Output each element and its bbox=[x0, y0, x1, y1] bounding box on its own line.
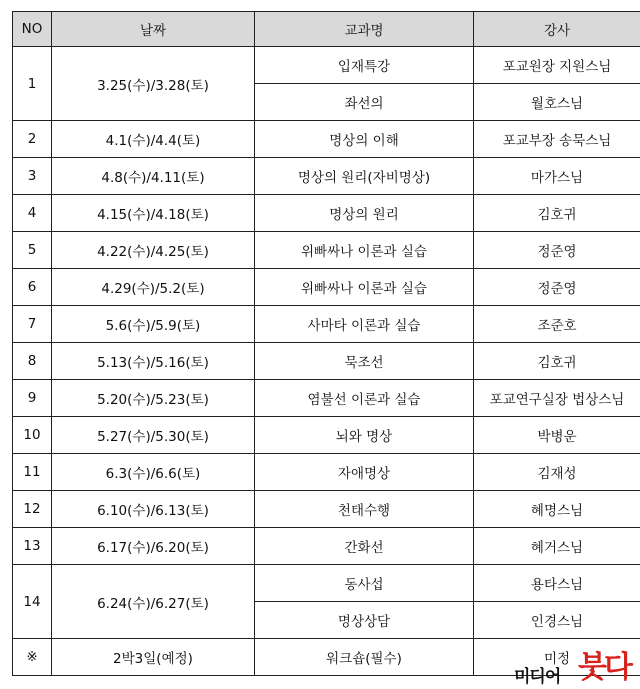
table-row bbox=[13, 417, 640, 454]
cell-course: 염불선 이론과 실습 bbox=[255, 380, 474, 417]
cell-teacher: 월호스님 bbox=[474, 84, 640, 121]
cell-teacher: 조준호 bbox=[474, 306, 640, 343]
watermark-text-part2: 붓다 bbox=[578, 650, 630, 685]
cell-teacher: 박병운 bbox=[474, 417, 640, 454]
cell-course: 좌선의 bbox=[255, 84, 474, 121]
cell-date: 6.3(수)/6.6(토) bbox=[52, 454, 255, 491]
cell-course: 입재특강 bbox=[255, 47, 474, 84]
cell-teacher: 정준영 bbox=[474, 232, 640, 269]
cell-date: 6.10(수)/6.13(토) bbox=[52, 491, 255, 528]
cell-teacher: 정준영 bbox=[474, 269, 640, 306]
cell-teacher: 김호귀 bbox=[474, 195, 640, 232]
cell-date: 5.27(수)/5.30(토) bbox=[52, 417, 255, 454]
table-row bbox=[13, 454, 640, 491]
cell-date: 3.25(수)/3.28(토) bbox=[52, 47, 255, 121]
cell-teacher: 포교연구실장 법상스님 bbox=[474, 380, 640, 417]
table-row bbox=[13, 306, 640, 343]
cell-course: 명상의 이해 bbox=[255, 121, 474, 158]
schedule-table bbox=[12, 11, 640, 676]
cell-no: 1 bbox=[13, 47, 52, 121]
header-row bbox=[13, 12, 640, 47]
table-row bbox=[13, 380, 640, 417]
cell-date: 4.29(수)/5.2(토) bbox=[52, 269, 255, 306]
cell-teacher: 김재성 bbox=[474, 454, 640, 491]
cell-teacher: 혜명스님 bbox=[474, 491, 640, 528]
cell-no: 10 bbox=[13, 417, 52, 454]
cell-no: ※ bbox=[13, 639, 52, 676]
cell-course: 위빠싸나 이론과 실습 bbox=[255, 232, 474, 269]
cell-course: 간화선 bbox=[255, 528, 474, 565]
cell-date: 5.20(수)/5.23(토) bbox=[52, 380, 255, 417]
table-row bbox=[13, 158, 640, 195]
table-row bbox=[13, 47, 640, 84]
cell-teacher: 인경스님 bbox=[474, 602, 640, 639]
table-row bbox=[13, 121, 640, 158]
cell-date: 4.1(수)/4.4(토) bbox=[52, 121, 255, 158]
cell-teacher: 포교원장 지원스님 bbox=[474, 47, 640, 84]
cell-teacher: 김호귀 bbox=[474, 343, 640, 380]
cell-no: 7 bbox=[13, 306, 52, 343]
cell-date: 4.22(수)/4.25(토) bbox=[52, 232, 255, 269]
cell-no: 2 bbox=[13, 121, 52, 158]
cell-date: 5.6(수)/5.9(토) bbox=[52, 306, 255, 343]
table-row bbox=[13, 195, 640, 232]
cell-teacher: 포교부장 송묵스님 bbox=[474, 121, 640, 158]
table-row bbox=[13, 232, 640, 269]
cell-no: 8 bbox=[13, 343, 52, 380]
cell-course: 명상의 원리 bbox=[255, 195, 474, 232]
cell-course: 묵조선 bbox=[255, 343, 474, 380]
cell-course: 자애명상 bbox=[255, 454, 474, 491]
table-row bbox=[13, 269, 640, 306]
cell-no: 9 bbox=[13, 380, 52, 417]
cell-course: 동사섭 bbox=[255, 565, 474, 602]
cell-course: 뇌와 명상 bbox=[255, 417, 474, 454]
cell-course: 명상상담 bbox=[255, 602, 474, 639]
cell-date: 2박3일(예정) bbox=[52, 639, 255, 676]
table-row bbox=[13, 491, 640, 528]
cell-no: 12 bbox=[13, 491, 52, 528]
cell-no: 11 bbox=[13, 454, 52, 491]
table-row bbox=[13, 343, 640, 380]
cell-no: 5 bbox=[13, 232, 52, 269]
header-date: 날짜 bbox=[52, 12, 255, 47]
table-row bbox=[13, 565, 640, 602]
header-no: NO bbox=[13, 12, 52, 47]
cell-no: 3 bbox=[13, 158, 52, 195]
cell-date: 5.13(수)/5.16(토) bbox=[52, 343, 255, 380]
cell-date: 4.15(수)/4.18(토) bbox=[52, 195, 255, 232]
cell-date: 6.17(수)/6.20(토) bbox=[52, 528, 255, 565]
header-course: 교과명 bbox=[255, 12, 474, 47]
media-buddha-watermark-logo bbox=[508, 644, 636, 686]
cell-teacher: 용타스님 bbox=[474, 565, 640, 602]
cell-course: 명상의 원리(자비명상) bbox=[255, 158, 474, 195]
cell-no: 6 bbox=[13, 269, 52, 306]
watermark-text-part1: 미디어 bbox=[514, 667, 561, 687]
header-teacher: 강사 bbox=[474, 12, 640, 47]
cell-course: 워크숍(필수) bbox=[255, 639, 474, 676]
cell-course: 사마타 이론과 실습 bbox=[255, 306, 474, 343]
table-row bbox=[13, 528, 640, 565]
cell-course: 천태수행 bbox=[255, 491, 474, 528]
cell-no: 13 bbox=[13, 528, 52, 565]
cell-date: 4.8(수)/4.11(토) bbox=[52, 158, 255, 195]
cell-teacher: 혜거스님 bbox=[474, 528, 640, 565]
cell-no: 4 bbox=[13, 195, 52, 232]
cell-course: 위빠싸나 이론과 실습 bbox=[255, 269, 474, 306]
cell-date: 6.24(수)/6.27(토) bbox=[52, 565, 255, 639]
cell-teacher: 미정 bbox=[474, 639, 640, 676]
cell-teacher: 마가스님 bbox=[474, 158, 640, 195]
cell-no: 14 bbox=[13, 565, 52, 639]
